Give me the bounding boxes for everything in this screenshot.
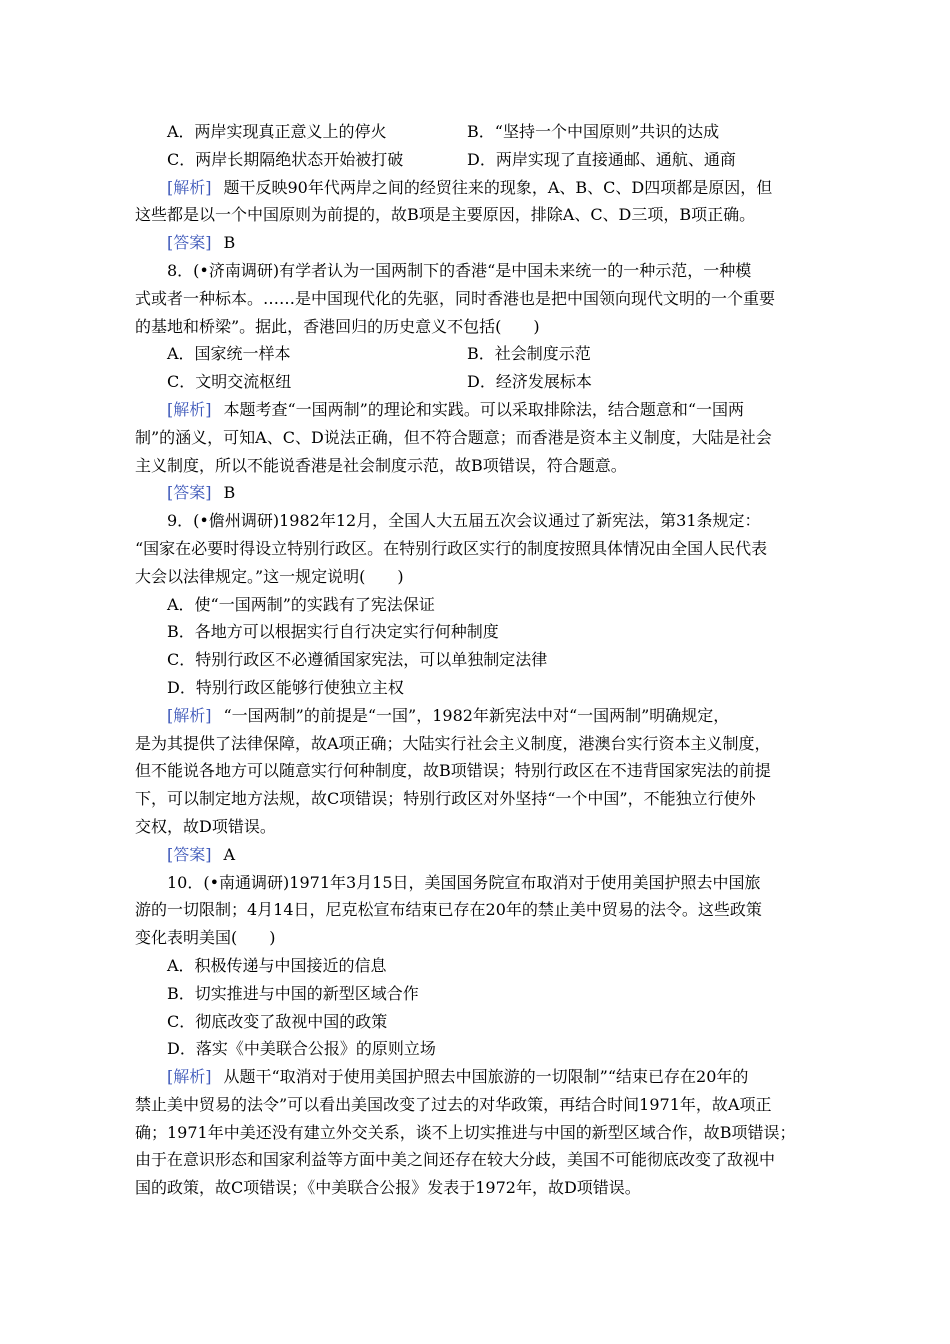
q8-stem-line-1: 8．(•济南调研)有学者认为一国两制下的香港“是中国未来统一的一种示范，一种模 xyxy=(167,260,752,280)
q9-stem-line-3: 大会以法律规定。”这一规定说明( ) xyxy=(135,566,404,586)
q8-analysis-tag: [解析] xyxy=(167,399,212,419)
q8-analysis-line-2: 制”的涵义，可知A、C、D说法正确，但不符合题意；而香港是资本主义制度，大陆是社会 xyxy=(135,427,772,447)
q10-analysis-text-1: 从题干“取消对于使用美国护照去中国旅游的一切限制”“结束已存在20年的 xyxy=(223,1067,749,1087)
q9-option-b: B．各地方可以根据实行自行决定实行何种制度 xyxy=(167,622,499,642)
q9-stem-line-1: 9．(•儋州调研)1982年12月，全国人大五届五次会议通过了新宪法，第31条规定： xyxy=(167,511,761,531)
q9-analysis-line-1 xyxy=(135,702,825,730)
q7-option-b: B．“坚持一个中国原则”共识的达成 xyxy=(467,122,720,141)
q10-analysis-line-5: 国的政策，故C项错误；《中美联合公报》发表于1972年，故D项错误。 xyxy=(135,1178,641,1198)
q10-analysis-line-4: 由于在意识形态和国家利益等方面中美之间还存在较大分歧，美国不可能彻底改变了敌视中 xyxy=(135,1150,776,1170)
q8-option-d: D．经济发展标本 xyxy=(467,372,592,392)
q8-option-b: B．社会制度示范 xyxy=(467,344,591,364)
q10-analysis-line-1 xyxy=(135,1063,825,1091)
q8-answer-line xyxy=(135,479,825,507)
q8-stem-line-2: 式或者一种标本。……是中国现代化的先驱，同时香港也是把中国领向现代文明的一个重要 xyxy=(135,288,776,308)
q10-option-b: B．切实推进与中国的新型区域合作 xyxy=(167,983,419,1003)
q7-options-row-1 xyxy=(135,118,825,146)
q7-analysis-line-2: 这些都是以一个中国原则为前提的，故B项是主要原因，排除A、C、D三项，B项正确。 xyxy=(135,205,756,225)
q10-stem-line-2: 游的一切限制；4月14日，尼克松宣布结束已存在20年的禁止美中贸易的法令。这些政策 xyxy=(135,900,762,920)
q7-option-a: A．两岸实现真正意义上的停火 xyxy=(167,122,387,141)
q9-option-c: C．特别行政区不必遵循国家宪法，可以单独制定法律 xyxy=(167,650,548,670)
q7-options-row-2 xyxy=(135,146,825,174)
q7-answer-line xyxy=(135,229,825,257)
q7-analysis-tag: [解析] xyxy=(167,177,212,197)
q8-options-row-2 xyxy=(135,368,825,396)
q10-analysis-tag: [解析] xyxy=(167,1067,212,1087)
q7-analysis-line-1 xyxy=(135,174,825,202)
q10-analysis-line-3: 确；1971年中美还没有建立外交关系，谈不上切实推进与中国的新型区域合作，故B项错误； xyxy=(135,1122,796,1142)
q7-answer-tag: [答案] xyxy=(167,233,212,253)
q10-option-c: C．彻底改变了敌视中国的政策 xyxy=(167,1011,388,1031)
q10-stem-line-1: 10．(•南通调研)1971年3月15日，美国国务院宣布取消对于使用美国护照去中国旅 xyxy=(167,872,761,892)
q9-answer: A xyxy=(223,844,236,864)
q8-analysis-line-1 xyxy=(135,396,825,424)
q10-option-a: A．积极传递与中国接近的信息 xyxy=(167,955,387,975)
q9-answer-tag: [答案] xyxy=(167,844,212,864)
q9-analysis-line-3: 但不能说各地方可以随意实行何种制度，故B项错误；特别行政区在不违背国家宪法的前提 xyxy=(135,761,771,781)
q9-analysis-line-2: 是为其提供了法律保障，故A项正确；大陆实行社会主义制度，港澳台实行资本主义制度， xyxy=(135,733,771,753)
q8-answer-tag: [答案] xyxy=(167,483,212,503)
q8-answer: B xyxy=(223,483,236,503)
q9-analysis-line-5: 交权，故D项错误。 xyxy=(135,816,276,836)
q7-option-d: D．两岸实现了直接通邮、通航、通商 xyxy=(467,149,736,169)
q9-analysis-tag: [解析] xyxy=(167,705,212,725)
q9-answer-line xyxy=(135,841,825,869)
q8-options-row-1 xyxy=(135,340,825,368)
q10-analysis-line-2: 禁止美中贸易的法令”可以看出美国改变了过去的对华政策，再结合时间1971年，故A项正 xyxy=(135,1094,772,1114)
q8-analysis-line-3: 主义制度，所以不能说香港是社会制度示范，故B项错误，符合题意。 xyxy=(135,455,627,475)
q10-option-d: D．落实《中美联合公报》的原则立场 xyxy=(167,1039,436,1059)
q9-analysis-text-1: “一国两制”的前提是“一国”，1982年新宪法中对“一国两制”明确规定， xyxy=(223,705,730,725)
q10-stem-line-3: 变化表明美国( ) xyxy=(135,928,276,948)
q9-option-a: A．使“一国两制”的实践有了宪法保证 xyxy=(167,594,435,614)
q8-option-a: A．国家统一样本 xyxy=(167,344,291,364)
q7-analysis-text-1: 题干反映90年代两岸之间的经贸往来的现象，A、B、C、D四项都是原因，但 xyxy=(223,177,773,197)
q8-stem-line-3: 的基地和桥梁”。据此，香港回归的历史意义不包括( ) xyxy=(135,316,540,336)
q7-option-c: C．两岸长期隔绝状态开始被打破 xyxy=(167,149,404,169)
q9-option-d: D．特别行政区能够行使独立主权 xyxy=(167,677,404,697)
q7-answer: B xyxy=(223,233,236,253)
q9-analysis-line-4: 下，可以制定地方法规，故C项错误；特别行政区对外坚持“一个中国”，不能独立行使外 xyxy=(135,789,756,809)
q9-stem-line-2: “国家在必要时得设立特别行政区。在特别行政区实行的制度按照具体情况由全国人民代表 xyxy=(135,538,768,558)
document-content xyxy=(135,118,825,1202)
q8-option-c: C．文明交流枢纽 xyxy=(167,372,292,392)
q8-analysis-text-1: 本题考查“一国两制”的理论和实践。可以采取排除法，结合题意和“一国两 xyxy=(223,399,745,419)
